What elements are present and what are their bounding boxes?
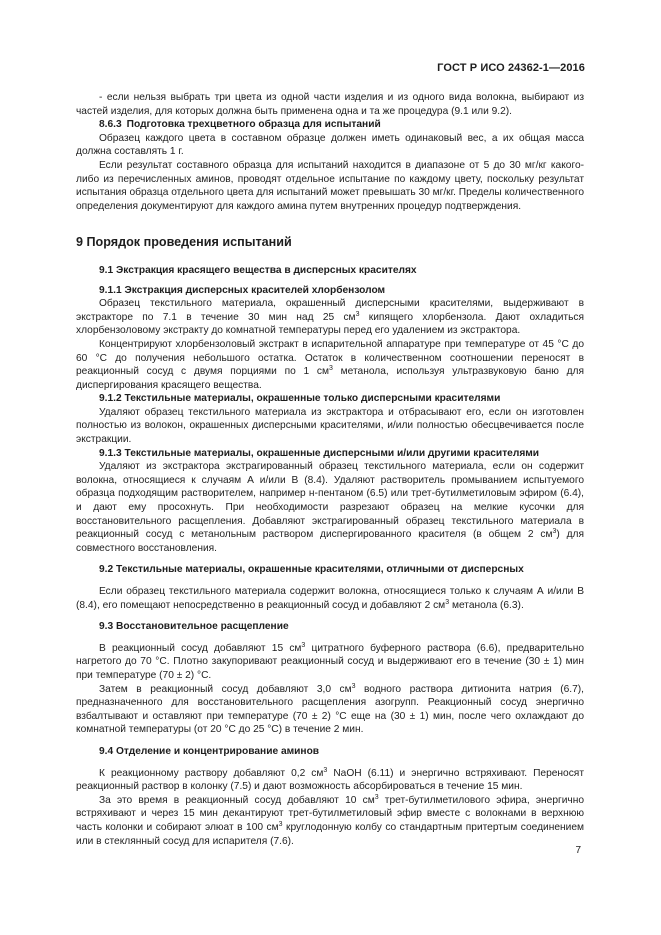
section-heading-9-2: 9.2 Текстильные материалы, окрашенные красителями, отличными от дисперсных <box>99 564 524 576</box>
paragraph: В реакционный сосуд добавляют 15 $см^3$ цитратного буферного раствора (6.6), предварительно нагретого до 70 °С. Плотно закупоривают реакционный сосуд и выдерживают его в течение (30 ± 1) мин при температуре (70 ± 2) °С. <box>76 641 584 681</box>
paragraph: Удаляют из экстрактора экстрагированный образец текстильного материала, если он содержит волокна, относящиеся к случаям А и/или В (8.4). Удаляют растворитель промыванием испытуемого образца подходящим растворителем, например н-пентаном (6.5) или трет-бутилметиловым эфиром (6.4), и дают ему просохнуть. При необходимости разрезают образец на мелкие кусочки для восстановительного расщепления. Добавляют экстрагированный образец текстильного материала в реакционный сосуд с метанольным раствором диспергированного красителя (в общем 2 $см^3$) для совместного восстановления. <box>76 461 584 554</box>
section-title: Подготовка трехцветного образца для испытаний <box>126 119 381 131</box>
section-heading-9-1: 9.1 Экстракция красящего вещества в дисперсных красителях <box>99 264 417 276</box>
paragraph: К реакционному раствору добавляют 0,2 $см^3$ NaOH (6.11) и энергично встряхивают. Переносят реакционный раствор в колонку (7.5) и дают возможность абсорбироваться в течение 15 мин. <box>76 766 584 793</box>
paragraph: Образец каждого цвета в составном образце должен иметь одинаковый вес, а их общая масса должна составлять 1 г. <box>76 132 584 158</box>
section-heading-9-1-2: 9.1.2 Текстильные материалы, окрашенные только дисперсными красителями <box>99 393 501 405</box>
paragraph: Образец текстильного материала, окрашенный дисперсными красителями, выдерживают в экстракторе по 7.1 в течение 30 мин над 25 $см^3$ кипящего хлорбензола. Дают охладиться хлорбензоловому экстракту до комнатной температуры перед его удалением из экстрактора. <box>76 298 584 337</box>
page-body <box>76 91 584 848</box>
paragraph: Если результат составного образца для испытаний находится в диапазоне от 5 до 30 мг/кг какого-либо из перечисленных аминов, проводят отдельное испытание по каждому цвету, поскольку результат испытания образца отдельного цвета для испытаний может превышать 30 мг/кг. Пределы количественного определения документируют для каждого амина путем внутренних процедур подтверждения. <box>76 159 584 212</box>
section-heading-9-1-3: 9.1.3 Текстильные материалы, окрашенные дисперсными и/или другими красителями <box>99 447 540 459</box>
paragraph: Если образец текстильного материала содержит волокна, относящиеся только к случаям А и/или В (8.4), его помещают непосредственно в реакционный сосуд и добавляют 2 $см^3$ метанола (6.3). <box>76 586 584 611</box>
page-number: 7 <box>575 845 581 856</box>
paragraph: За это время в реакционный сосуд добавляют 10 $см^3$ трет-бутилметилового эфира, энергично встряхивают и через 15 мин декантируют трет-бутилметиловый эфир вместе с волокнами в верхнюю часть колонки и собирают элюат в 100 $см^3$ круглодонную колбу со стандартным притертым соединением или в стеклянный сосуд для испарителя (7.6). <box>76 793 585 847</box>
section-heading-8-6-3 <box>76 118 584 132</box>
section-heading-9-4: 9.4 Отделение и концентрирование аминов <box>99 745 320 757</box>
paragraph: Удаляют образец текстильного материала из экстрактора и отбрасывают его, если он изготовлен полностью из волокон, окрашенных дисперсными красителями, и/или полностью обесцвечивается после экстракции. <box>76 406 584 446</box>
section-heading-9-1-1: 9.1.1 Экстракция дисперсных красителей хлорбензолом <box>99 284 386 296</box>
chapter-heading-9: 9 Порядок проведения испытаний <box>76 235 292 250</box>
document-id: ГОСТ Р ИСО 24362-1—2016 <box>437 62 585 74</box>
paragraph: - если нельзя выбрать три цвета из одной части изделия и из одного вида волокна, выбирают из частей изделия, для которых должна быть применена одна и та же процедура (9.1 или 9.2). <box>76 92 584 117</box>
section-number: 8.6.3 <box>99 119 122 131</box>
section-heading-9-3: 9.3 Восстановительное расщепление <box>99 621 289 633</box>
paragraph: Затем в реакционный сосуд добавляют 3,0 $см^3$ водного раствора дитионита натрия (6.7), предназначенного для восстановительного расщепления азогрупп. Реакционный сосуд энергично взбалтывают и оставляют при температуре (70 ± 2) °С еще на (30 ± 1) мин, после чего охлаждают до комнатной температуры (от 20 °С до 25 °С) в течение 2 мин. <box>76 682 584 736</box>
paragraph: Концентрируют хлорбензоловый экстракт в испарительной аппаратуре при температуре от 45 °С до 60 °С до получения небольшого остатка. Остаток в количественном соотношении переносят в реакционный сосуд с двумя порциями по 1 $см^3$ метанола, используя ультразвуковую баню для диспергирования красящего вещества. <box>76 338 585 391</box>
